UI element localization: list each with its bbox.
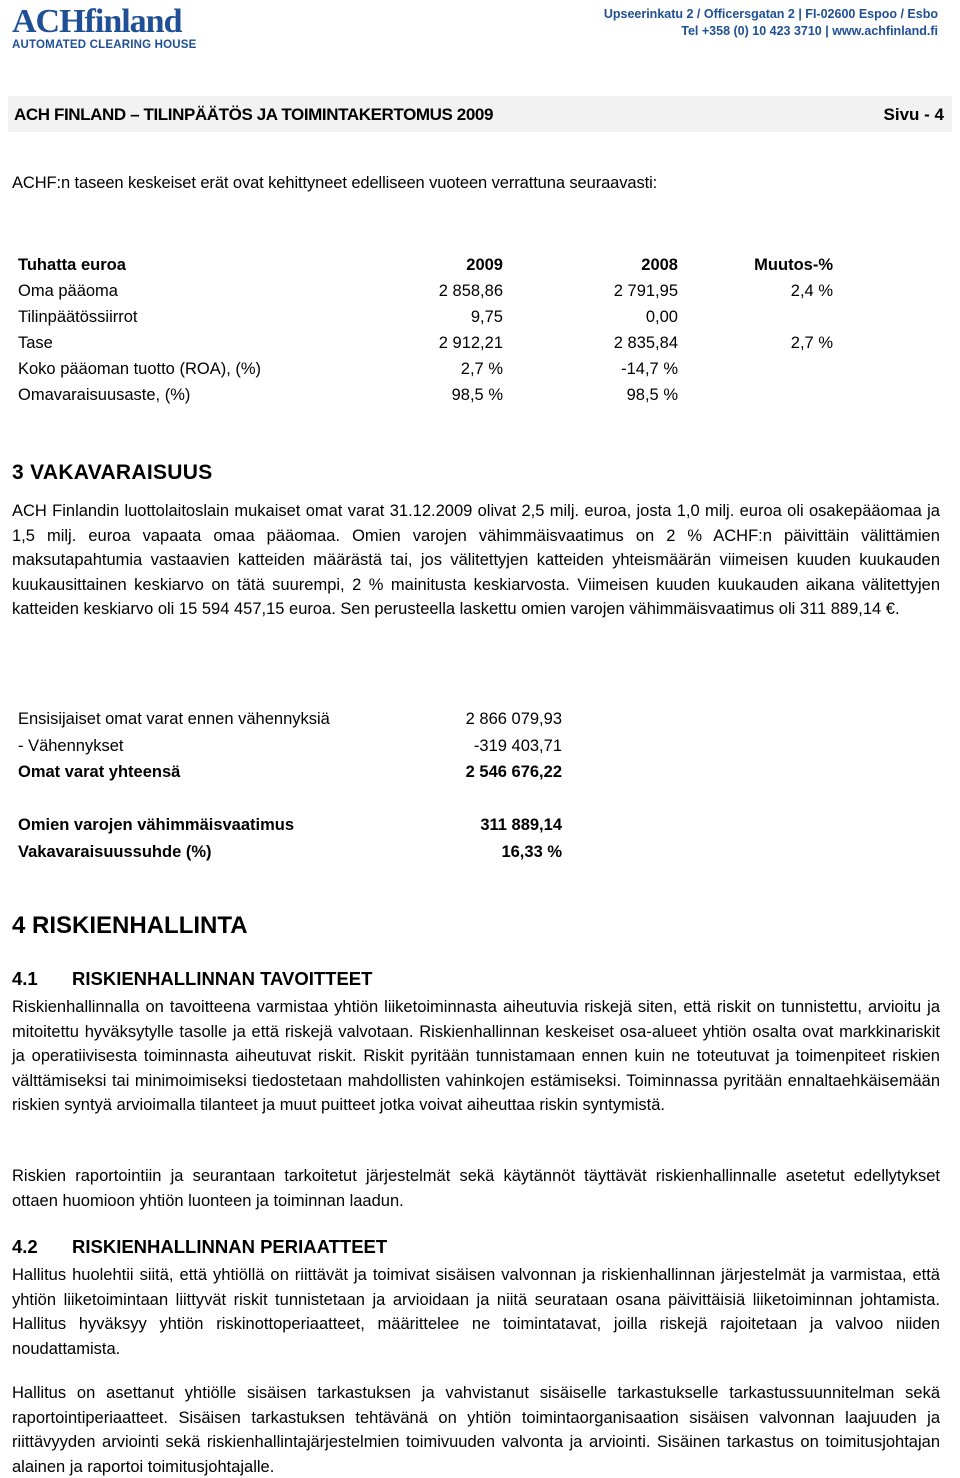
section3-paragraph: ACH Finlandin luottolaitoslain mukaiset omat varat 31.12.2009 olivat 2,5 milj. euroa, josta 1,0 milj. euroa oli osakepääomaa ja 1,5 milj. euroa vapaata omaa pääomaa. Omien varojen vähimmäisvaatimus on 2 % ACHF:n päivittäin välittämien maksutapahtumia vastaavien katteiden määrästä tai, jos välitettyjen katteiden yhteismäärän viimeisen kuuden kuukauden kuukausittainen keskiarvo on tätä suurempi, 2 % mainitusta keskiarvosta. Viimeisen kuuden kuukauden aikana välitettyjen katteiden keskiarvo oli 15 594 457,15 euroa. Sen perusteella laskettu omien varojen vähimmäisvaatimus oli 311 889,14 €. [12, 502, 940, 619]
table-cell: 0,00 [645, 308, 678, 326]
section4-1-paragraph-2: Riskien raportointiin ja seurantaan tarkoitetut järjestelmät sekä käytännöt täyttävät riskienhallinnalle asetetut edellytykset ottaen huomioon yhtiön luonteen ja toiminnan laadun. [12, 1167, 940, 1210]
table-header-cell: 2008 [641, 256, 678, 274]
subsection-number: 4.1 [12, 968, 38, 989]
table-cell: 98,5 % [451, 386, 503, 404]
table-cell: 2,7 % [460, 360, 503, 378]
table-cell: 311 889,14 [480, 816, 562, 834]
table-cell: 9,75 [470, 308, 503, 326]
intro-text: ACHF:n taseen keskeiset erät ovat kehittyneet edelliseen vuoteen verrattuna seuraavasti: [12, 174, 658, 192]
table-cell: 16,33 % [501, 842, 562, 861]
page-header [0, 0, 960, 60]
table-cell: Tilinpäätössiirrot [18, 308, 138, 326]
table-cell: 2 866 079,93 [465, 710, 562, 728]
table-row [18, 334, 833, 360]
subsection-title: RISKIENHALLINNAN TAVOITTEET [72, 968, 373, 989]
table-cell: Omat varat yhteensä [18, 763, 181, 781]
table-row [18, 816, 562, 843]
table-header-cell: Tuhatta euroa [18, 256, 126, 274]
table-header-cell: 2009 [466, 256, 503, 274]
section4-2-paragraph-2: Hallitus on asettanut yhtiölle sisäisen tarkastuksen ja vahvistanut sisäiselle tarkastukselle tarkastussuunnitelman sekä raportointiperiaatteet. Sisäisen tarkastuksen tehtävänä on yhtiön toimintaorganisaation sisäisen valvonnan laajuuden ja riittävyyden arviointi sekä riskienhallintajärjestelmien toimivuuden valvonta ja arviointi. Sisäinen tarkastus on toimitusjohtajan alainen ja raportoi toimitusjohtajalle. [12, 1384, 940, 1476]
subsection-number: 4.2 [12, 1236, 38, 1257]
table-cell: - Vähennykset [18, 736, 124, 755]
table-header-cell: Muutos-% [754, 256, 833, 274]
subsection-heading-4-1 [12, 968, 372, 990]
header-phone-web[interactable]: Tel +358 (0) 10 423 3710 | www.achfinland.fi [681, 24, 938, 38]
table-cell: 2 858,86 [438, 282, 503, 300]
table-row [18, 737, 562, 764]
table-row [18, 386, 808, 412]
table-cell: 2 835,84 [613, 334, 678, 352]
page-number: Sivu - 4 [883, 105, 944, 124]
capital-adequacy-table [18, 710, 562, 869]
table-spacer-row [18, 790, 562, 817]
table-cell: 2 791,95 [613, 282, 678, 300]
logo-tagline: AUTOMATED CLEARING HOUSE [12, 39, 197, 51]
table-cell: Vakavaraisuussuhde (%) [18, 842, 212, 861]
table-cell: Omavaraisuusaste, (%) [18, 386, 191, 404]
table-cell: 2 912,21 [438, 334, 503, 352]
header-address: Upseerinkatu 2 / Officersgatan 2 | FI-02600 Espoo / Esbo [603, 7, 938, 21]
table-cell: 2,4 % [790, 282, 833, 300]
table-cell: 2,7 % [790, 334, 833, 352]
table-cell: Omien varojen vähimmäisvaatimus [18, 816, 295, 834]
document-title-bar [8, 96, 952, 132]
table-cell: -14,7 % [621, 360, 678, 378]
logo-wordmark: ACHfinland [12, 3, 182, 40]
balance-sheet-table [18, 256, 833, 412]
section4-1-paragraph-1: Riskienhallinnalla on tavoitteena varmistaa yhtiön liiketoiminnasta aiheutuvia riskejä siten, että riskit on tunnistettu, arvioitu ja mitoitettu hyväksytylle tasolle ja että riskejä valvotaan. Riskienhallinnan keskeiset osa-alueet yhtiön osalta ovat markkinariskit ja operatiivisesta toiminnasta aiheutuvat riskit. Riskit pyritään tunnistamaan ennen kuin ne toteutuvat ja toimenpiteet riskien välttämiseksi tai minimoimiseksi tiedostetaan mahdollisten vahinkojen estämiseksi. Toiminnassa pyritään ennaltaehkäisemään riskien syntyä arvioimalla tilanteet ja muut puitteet jotka voivat aiheuttaa riskin syntymistä. [12, 998, 940, 1115]
table-row [18, 308, 808, 334]
table-cell: 98,5 % [626, 386, 678, 404]
subsection-title: RISKIENHALLINNAN PERIAATTEET [72, 1236, 388, 1257]
section-heading-3: 3 VAKAVARAISUUS [12, 461, 213, 484]
table-cell: -319 403,71 [473, 736, 562, 755]
table-row [18, 763, 562, 790]
table-header-row [18, 256, 833, 282]
company-logo [12, 4, 197, 51]
table-row [18, 282, 833, 308]
table-row [18, 710, 562, 737]
header-contact [604, 6, 938, 40]
table-cell: Koko pääoman tuotto (ROA), (%) [18, 360, 262, 378]
section-heading-4: 4 RISKIENHALLINTA [12, 912, 248, 939]
subsection-heading-4-2 [12, 1236, 387, 1258]
table-cell: 2 546 676,22 [465, 763, 562, 781]
table-row [18, 360, 808, 386]
section4-2-paragraph-1: Hallitus huolehtii siitä, että yhtiöllä on riittävät ja toimivat sisäisen valvonnan ja riskienhallinnan järjestelmät ja varmistaa, että yhtiön liiketoimintaan liittyvät riskit tunnistetaan ja arvioidaan ja niitä seurataan osana päivittäisiä liiketoiminnan johtamista. Hallitus hyväksyy yhtiön riskinottoperiaatteet, määrittelee ne toimintatavat, joilla riskejä rajoitetaan ja valvoo niiden noudattamista. [12, 1266, 940, 1358]
document-title: ACH FINLAND – TILINPÄÄTÖS JA TOIMINTAKERTOMUS 2009 [14, 105, 494, 124]
table-cell: Tase [18, 334, 53, 352]
table-row [18, 843, 562, 870]
table-cell: Oma pääoma [18, 282, 118, 300]
table-cell: Ensisijaiset omat varat ennen vähennyksiä [18, 710, 330, 728]
